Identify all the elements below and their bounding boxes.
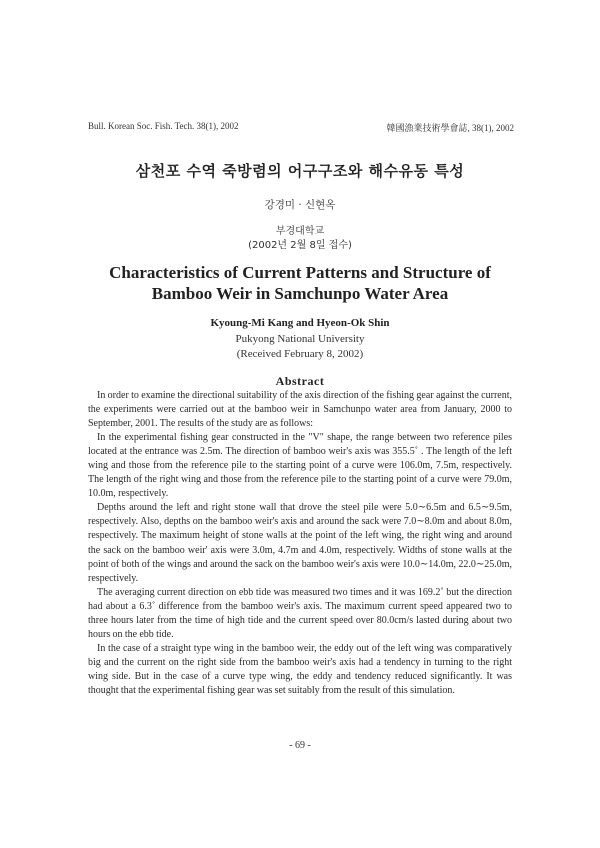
english-title-line-1: Characteristics of Current Patterns and Structure of (109, 263, 491, 282)
abstract-body (88, 389, 512, 698)
abstract-heading: Abstract (275, 374, 325, 388)
abstract-paragraph: In the experimental fishing gear constructed in the "V" shape, the range between two reference piles located at the entrance was 2.5m. The direction of bamboo weir's axis was 355.5˚ . The length of the left wing and those from the reference pile to the starting point of a curve were 106.0m, 7.5m, respectively. The length of the right wing and those from the reference pile to the starting point of a curve were 79.0m, 10.0m, respectively. (88, 432, 512, 500)
korean-title: 삼천포 수역 죽방렴의 어구구조와 해수유동 특성 (135, 162, 465, 180)
korean-authors: 강경미 · 신현옥 (264, 199, 336, 211)
abstract-paragraph: In order to examine the directional suitability of the axis direction of the fishing gear against the current, the experiments were carried out at the bamboo weir in Samchunpo water area from January, 2000 to September, 2001. The results of the study are as follows: (88, 390, 512, 430)
english-title (60, 262, 540, 304)
korean-received-date: (2002년 2월 8일 접수) (248, 240, 352, 251)
abstract-paragraph: The averaging current direction on ebb tide was measured two times and it was 169.2˚ but the direction had about a 6.3˚ difference from the bamboo weir's axis. The maximum current speed appeared two to three hours later from the time of high tide and the current speed over 80.0cm/s lasted during about two hours on the ebb tide. (88, 586, 512, 640)
english-authors: Kyoung-Mi Kang and Hyeon-Ok Shin (210, 317, 390, 329)
abstract-paragraph: Depths around the left and right stone wall that drove the steel pile were 5.0∼6.5m and 6.5∼9.5m, respectively. Also, depths on the bamboo weir's axis and around the sack were 7.0∼8.0m and about 8.0m, respectively. The maximum height of stone walls at the point of the left wing, the right wing and around the sack on the bamboo weir' axis were 3.0m, 4.7m and 4.0m, respectively. Widths of stone walls at the point of both of the wings and around the sack on the bamboo weir's axis were 10.0∼14.0m, 22.0∼25.0m, respectively. (88, 502, 512, 584)
english-received-date: (Received February 8, 2002) (236, 348, 364, 360)
abstract-paragraph: In the case of a straight type wing in the bamboo weir, the eddy out of the left wing was comparatively big and the current on the right side from the bamboo weir's axis had a tendency in turning to the right wing side. But in the case of a curve type wing, the eddy and tendency reduced significantly. It was thought that the experimental fishing gear was set suitably from the result of this simulation. (88, 642, 512, 696)
korean-affiliation: 부경대학교 (275, 226, 325, 237)
page-number: - 69 - (289, 740, 311, 751)
english-title-line-2: Bamboo Weir in Samchunpo Water Area (151, 284, 449, 303)
english-affiliation: Pukyong National University (235, 333, 365, 345)
journal-header-korean: 韓國漁業技術學會誌, 38(1), 2002 (386, 123, 514, 133)
journal-header-english: Bull. Korean Soc. Fish. Tech. 38(1), 2002 (88, 121, 239, 131)
